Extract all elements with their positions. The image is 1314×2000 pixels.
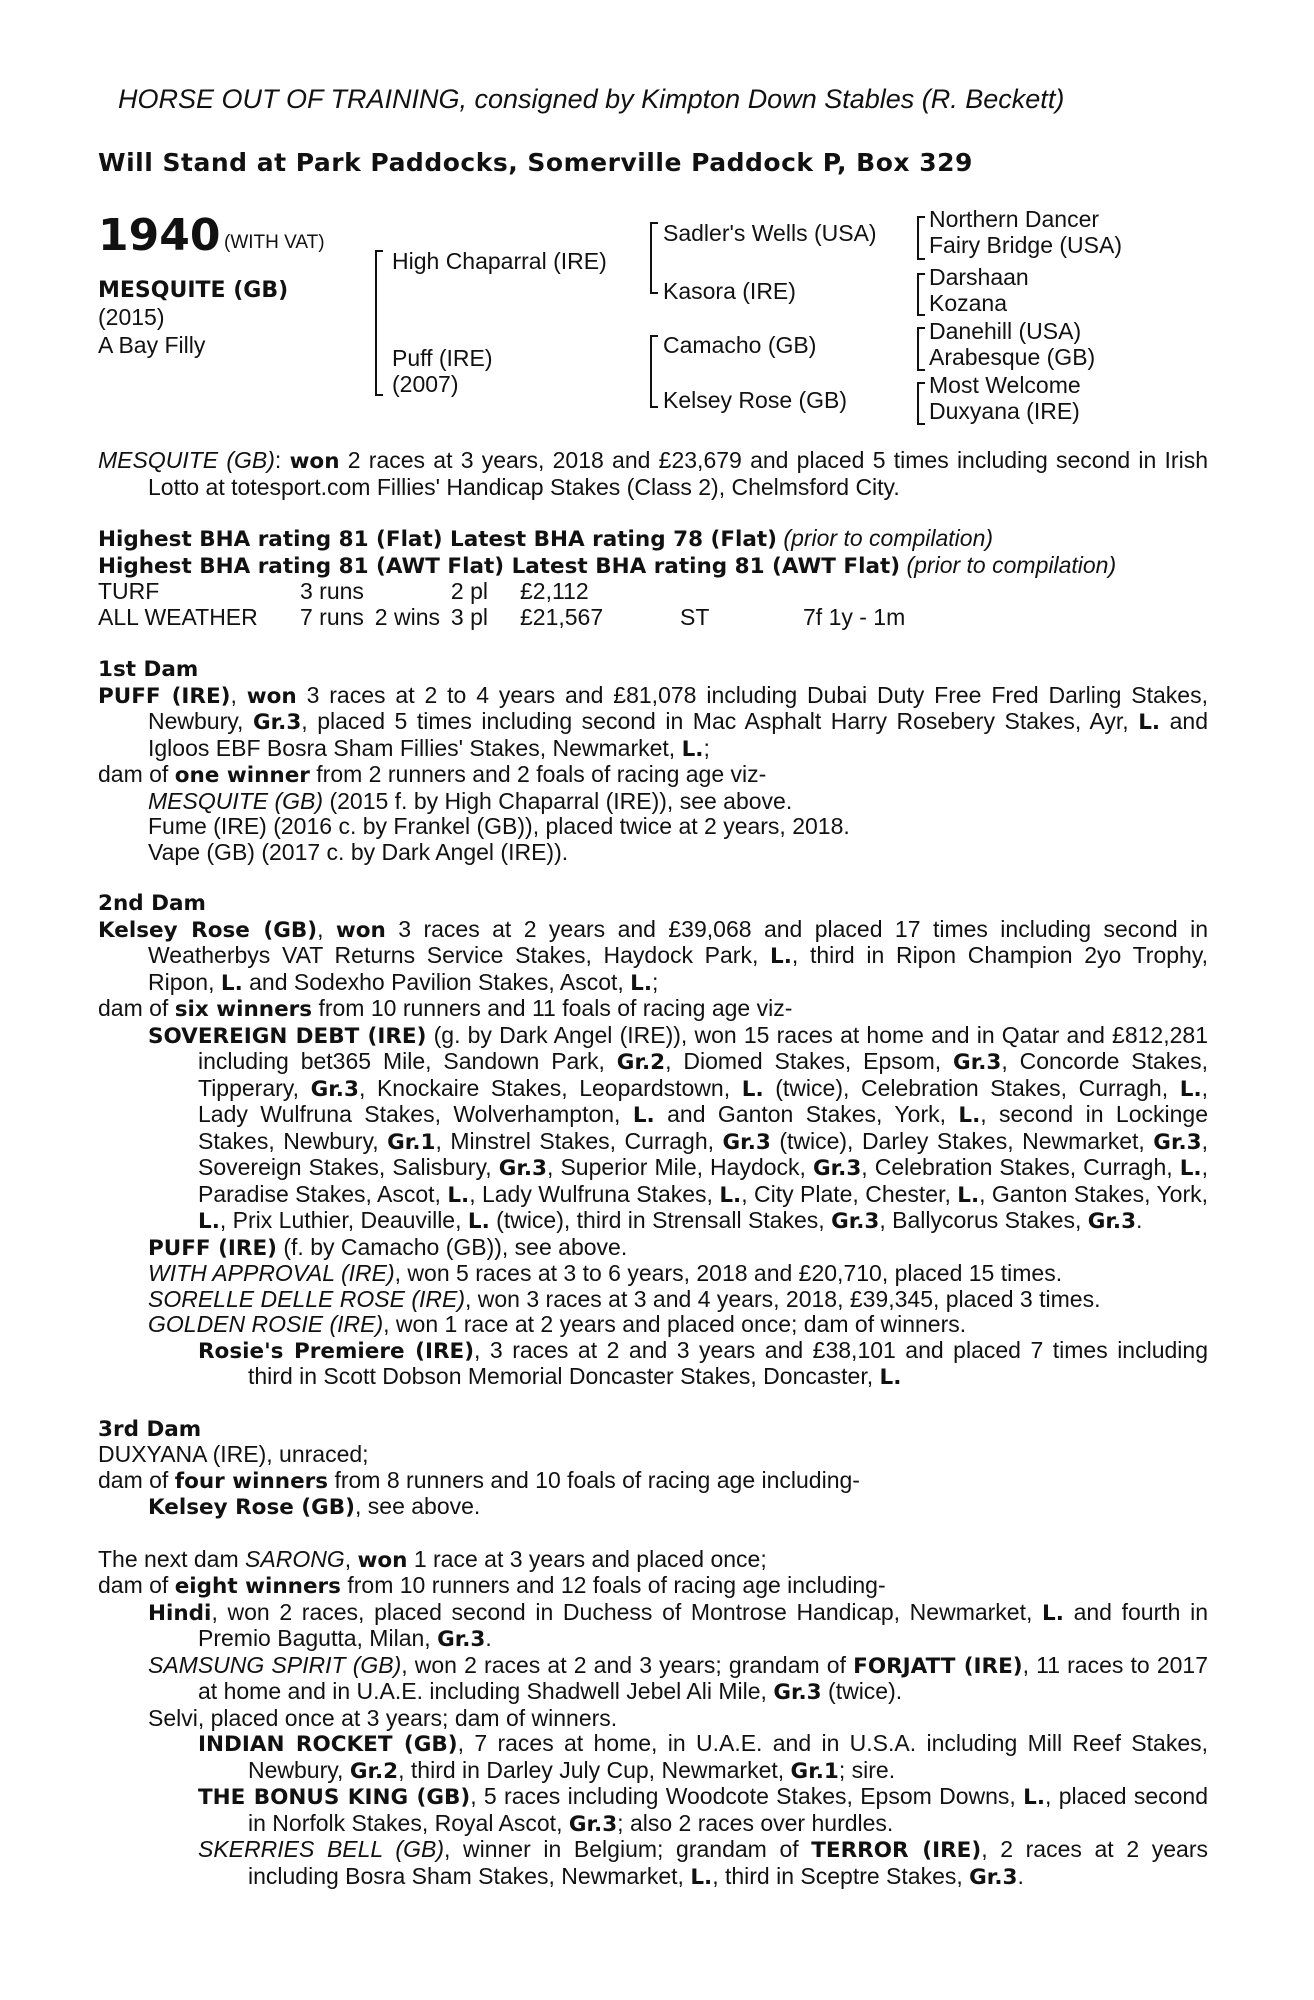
rating-flat: Highest BHA rating 81 (Flat) Latest BHA rating 78 (Flat) (prior to compilation) [98, 525, 994, 552]
first-dam-record: PUFF (IRE), won 3 races at 2 to 4 years and £81,078 including Dubai Duty Free Fred Darling Stakes, Newbury, Gr.3, placed 5 times including second in Mac Asphalt Harry Rosebery Stakes, Ayr, L. and Igloos EBF Bosra Sham Fillies' Stakes, Newmarket, L.; [98, 681, 1209, 762]
consignment-title: HORSE OUT OF TRAINING, consigned by Kimpton Down Stables (R. Beckett) [118, 84, 1065, 114]
third-dam-offspring: Kelsey Rose (GB), see above. [148, 1493, 481, 1520]
second-dam-offspring: PUFF (IRE) (f. by Camacho (GB)), see above. [148, 1233, 628, 1261]
second-dam-offspring: SORELLE DELLE ROSE (IRE), won 3 races at 3 and 4 years, 2018, £39,345, placed 3 times. [148, 1285, 1101, 1312]
pedigree-bracket-2a [650, 222, 652, 294]
pedigree-ss: Sadler's Wells (USA) [663, 220, 877, 246]
race-summary: MESQUITE (GB): won 2 races at 3 years, 2018 and £23,679 and placed 5 times including second in Irish Lotto at totesport.com Fillies' Handicap Stakes (Class 2), Chelmsford City. [98, 447, 1208, 500]
pedigree-dam-year: (2007) [392, 371, 459, 397]
pedigree-bracket-3c [917, 327, 919, 371]
foaling-year: (2015) [98, 304, 165, 330]
pedigree-sds: Darshaan [929, 264, 1029, 290]
first-dam-produce-line: dam of one winner from 2 runners and 2 foals of racing age viz- [98, 761, 767, 788]
pedigree-bracket-1 [375, 250, 377, 396]
third-dam-name: DUXYANA (IRE), unraced; [98, 1441, 369, 1467]
horse-name: MESQUITE (GB) [98, 278, 289, 303]
race-record-table [98, 579, 905, 631]
second-dam-offspring: SOVEREIGN DEBT (IRE) (g. by Dark Angel (IRE)), won 15 races at home and in Qatar and £812,281 including bet365 Mile, Sandown Park, Gr.2, Diomed Stakes, Epsom, Gr.3, Concorde Stakes, Tipperary, Gr.3, Knockaire Stakes, Leopardstown, L. (twice), Celebration Stakes, Curragh, L., Lady Wulfruna Stakes, Wolverhampton, L. and Ganton Stakes, York, L., second in Lockinge Stakes, Newbury, Gr.1, Minstrel Stakes, Curragh, Gr.3 (twice), Darley Stakes, Newmarket, Gr.3, Sovereign Stakes, Salisbury, Gr.3, Superior Mile, Haydock, Gr.3, Celebration Stakes, Curragh, L., Paradise Stakes, Ascot, L., Lady Wulfruna Stakes, L., City Plate, Chester, L., Ganton Stakes, York, L., Prix Luthier, Deauville, L. (twice), third in Strensall Stakes, Gr.3, Ballycorus Stakes, Gr.3. [148, 1021, 1209, 1234]
pedigree-bracket-2b [650, 335, 652, 408]
second-dam-produce-line: dam of six winners from 10 runners and 11 foals of racing age viz- [98, 995, 793, 1022]
fourth-dam-grand-offspring: INDIAN ROCKET (GB), 7 races at home, in U.A.E. and in U.S.A. including Mill Reef Stakes, Newbury, Gr.2, third in Darley July Cup, Newmarket, Gr.1; sire. [198, 1730, 1208, 1784]
pedigree-sd: Kasora (IRE) [663, 278, 796, 304]
table-row: ALL WEATHER 7 runs 2 wins 3 pl £21,567 ST 7f 1y - 1m [98, 604, 906, 631]
pedigree-dss: Danehill (USA) [929, 318, 1082, 344]
second-dam-offspring: GOLDEN ROSIE (IRE), won 1 race at 2 years and placed once; dam of winners. [148, 1311, 967, 1337]
fourth-dam-record: The next dam SARONG, won 1 race at 3 years and placed once; [98, 1545, 767, 1573]
pedigree-sire: High Chaparral (IRE) [392, 248, 607, 274]
second-dam-offspring: WITH APPROVAL (IRE), won 5 races at 3 to 6 years, 2018 and £20,710, placed 15 times. [148, 1260, 1063, 1286]
pedigree-dam: Puff (IRE) [392, 345, 493, 371]
pedigree-dsd: Arabesque (GB) [929, 344, 1096, 370]
pedigree-ddd: Duxyana (IRE) [929, 398, 1080, 424]
lot-number: 1940 [98, 210, 221, 261]
first-dam-offspring: MESQUITE (GB) (2015 f. by High Chaparral (IRE)), see above. [148, 787, 793, 814]
table-row: TURF 3 runs 2 pl £2,112 [98, 578, 589, 605]
fourth-dam-offspring: Selvi, placed once at 3 years; dam of winners. [148, 1704, 618, 1731]
fourth-dam-grand-offspring: SKERRIES BELL (GB), winner in Belgium; grandam of TERROR (IRE), 2 races at 2 years including Bosra Sham Stakes, Newmarket, L., third in Sceptre Stakes, Gr.3. [198, 1836, 1208, 1890]
first-dam-offspring: Vape (GB) (2017 c. by Dark Angel (IRE)). [148, 838, 569, 865]
pedigree-dds: Most Welcome [929, 372, 1081, 398]
fourth-dam-grand-offspring: THE BONUS KING (GB), 5 races including Woodcote Stakes, Epsom Downs, L., placed second in Norfolk Stakes, Royal Ascot, Gr.3; also 2 races over hurdles. [198, 1783, 1208, 1837]
pedigree-sdd: Kozana [929, 290, 1008, 316]
pedigree-dd: Kelsey Rose (GB) [663, 387, 848, 413]
catalogue-body [98, 448, 1208, 1890]
fourth-dam-produce-line: dam of eight winners from 10 runners and 12 foals of racing age including- [98, 1572, 886, 1599]
pedigree-bracket-3b [917, 273, 919, 316]
first-dam-heading: 1st Dam [98, 657, 199, 682]
rating-awt: Highest BHA rating 81 (AWT Flat) Latest BHA rating 81 (AWT Flat) (prior to compilation) [98, 551, 1117, 579]
third-dam-heading: 3rd Dam [98, 1416, 202, 1442]
pedigree-ssd: Fairy Bridge (USA) [929, 232, 1122, 258]
pedigree-ds: Camacho (GB) [663, 332, 817, 358]
third-dam-produce-line: dam of four winners from 8 runners and 10 foals of racing age including- [98, 1466, 860, 1494]
horse-description: A Bay Filly [98, 332, 206, 358]
first-dam-offspring: Fume (IRE) (2016 c. by Frankel (GB)), placed twice at 2 years, 2018. [148, 813, 850, 839]
second-dam-record: Kelsey Rose (GB), won 3 races at 2 years and £39,068 and placed 17 times including second in Weatherbys VAT Returns Service Stakes, Haydock Park, L., third in Ripon Champion 2yo Trophy, Ripon, L. and Sodexho Pavilion Stakes, Ascot, L.; [98, 915, 1209, 996]
second-dam-grand-offspring: Rosie's Premiere (IRE), 3 races at 2 and 3 years and £38,101 and placed 7 times including third in Scott Dobson Memorial Doncaster Stakes, Doncaster, L. [198, 1336, 1208, 1390]
second-dam-heading: 2nd Dam [98, 891, 206, 916]
pedigree-bracket-3d [917, 382, 919, 425]
fourth-dam-offspring: SAMSUNG SPIRIT (GB), won 2 races at 2 and 3 years; grandam of FORJATT (IRE), 11 races to 2017 at home and in U.A.E. including Shadwell Jebel Ali Mile, Gr.3 (twice). [148, 1651, 1209, 1705]
pedigree-sss: Northern Dancer [929, 206, 1100, 232]
fourth-dam-offspring: Hindi, won 2 races, placed second in Duchess of Montrose Handicap, Newmarket, L. and fourth in Premio Bagutta, Milan, Gr.3. [148, 1598, 1208, 1652]
location-line: Will Stand at Park Paddocks, Somerville Paddock P, Box 329 [98, 148, 973, 177]
vat-note: (WITH VAT) [224, 232, 325, 253]
pedigree-bracket-3a [917, 216, 919, 260]
